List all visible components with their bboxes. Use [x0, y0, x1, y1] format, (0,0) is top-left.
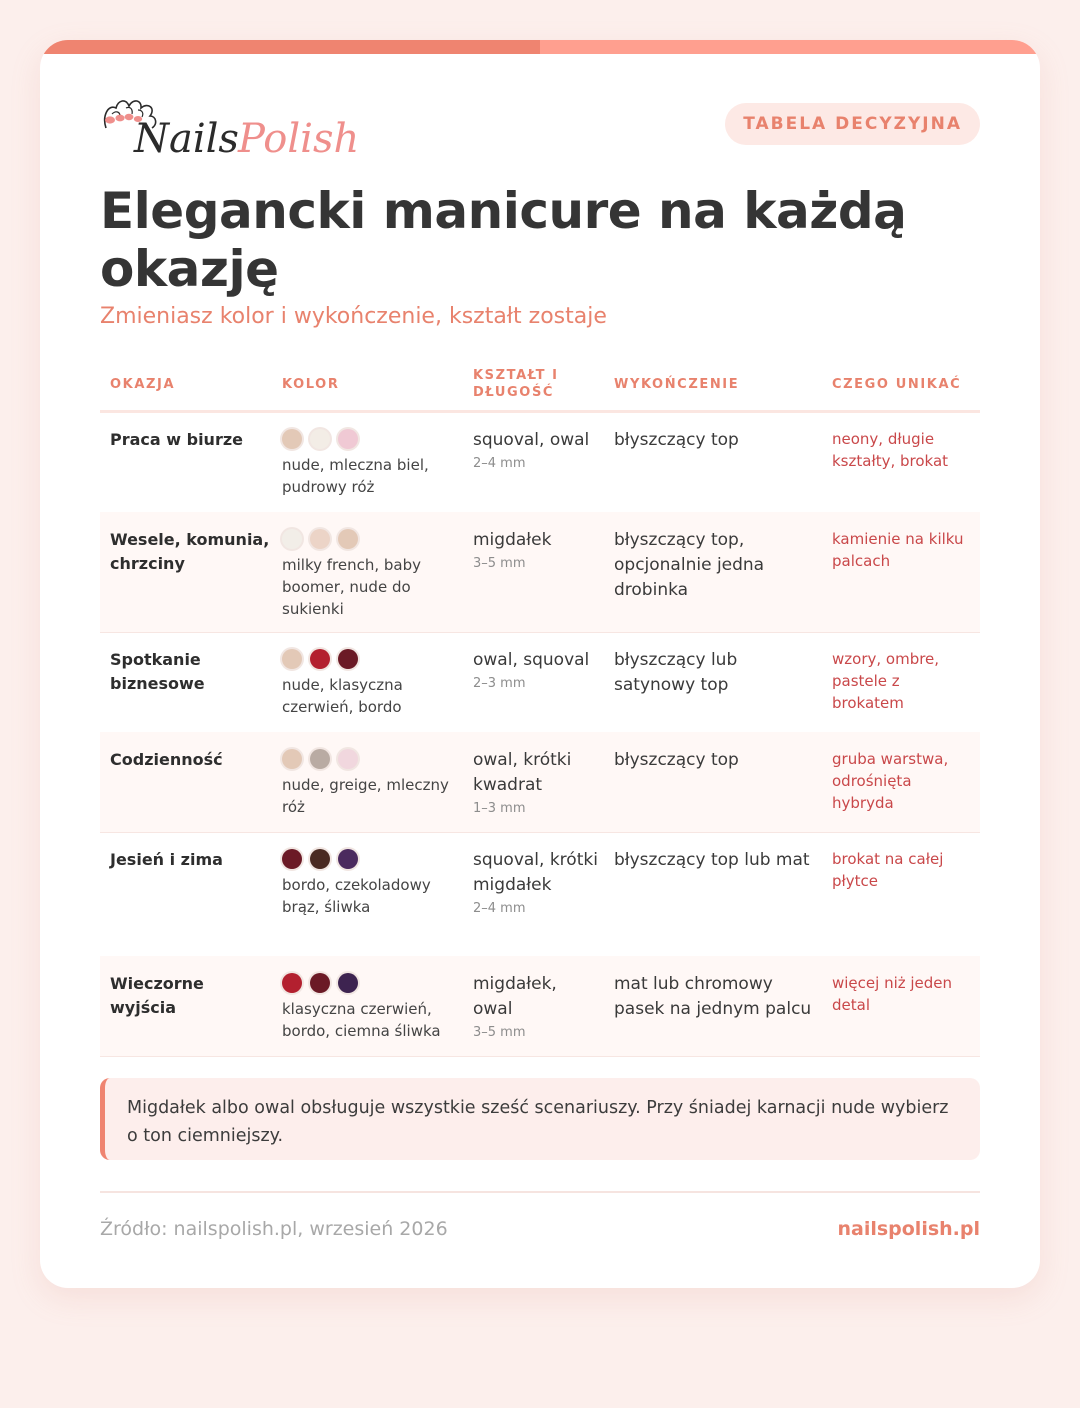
color-names: bordo, czekoladowy brąz, śliwka	[282, 876, 431, 916]
color-cell	[282, 748, 450, 818]
finish-cell: błyszczący top lub mat	[614, 850, 810, 870]
logo-text-polish: Polish	[238, 116, 360, 162]
avoid-cell: więcej niż jeden detal	[832, 974, 953, 1014]
occasion-cell: Wesele, komunia, chrzciny	[110, 530, 270, 573]
column-header-occasion: OKAZJA	[110, 376, 176, 392]
shape-cell	[473, 428, 601, 471]
shape-cell	[473, 528, 601, 571]
color-swatch	[338, 429, 358, 449]
occasion-cell: Codzienność	[110, 750, 223, 769]
occasion-cell: Praca w biurze	[110, 430, 243, 449]
table-row	[100, 832, 980, 957]
color-swatch	[282, 973, 302, 993]
column-header-avoid: CZEGO UNIKAĆ	[832, 376, 962, 392]
color-swatch	[282, 529, 302, 549]
finish-cell: błyszczący top	[614, 430, 739, 450]
color-names: milky french, baby boomer, nude do sukienki	[282, 556, 421, 618]
column-header-color: KOLOR	[282, 376, 340, 392]
finish-cell: mat lub chromowy pasek na jednym palcu	[614, 974, 812, 1019]
logo-graphic	[98, 90, 398, 162]
nail-length: 3–5 mm	[473, 556, 526, 571]
color-swatches	[282, 749, 450, 769]
shape-names: squoval, owal	[473, 430, 590, 450]
color-swatches	[282, 529, 450, 549]
table-row	[100, 632, 980, 733]
table-header	[100, 358, 980, 413]
color-swatch	[282, 849, 302, 869]
shape-names: squoval, krótki migdałek	[473, 850, 598, 895]
color-swatches	[282, 973, 450, 993]
page-subtitle: Zmieniasz kolor i wykończenie, kształt zostaje	[100, 304, 607, 329]
finish-cell: błyszczący top	[614, 750, 739, 770]
table-row	[100, 412, 980, 513]
page-title: Elegancki manicure na każdą okazję	[100, 182, 907, 298]
occasion-cell: Wieczorne wyjścia	[110, 974, 204, 1017]
nail-length: 3–5 mm	[473, 1025, 526, 1040]
color-swatch	[282, 649, 302, 669]
tip-note: Migdałek albo owal obsługuje wszystkie sześć scenariuszy. Przy śniadej karnacji nude wybierz o ton ciemniejszy.	[100, 1078, 980, 1160]
color-swatch	[310, 649, 330, 669]
footer-divider	[100, 1191, 980, 1193]
shape-names: migdałek	[473, 530, 552, 550]
color-swatch	[282, 429, 302, 449]
color-names: klasyczna czerwień, bordo, ciemna śliwka	[282, 1000, 441, 1040]
color-swatch	[310, 529, 330, 549]
category-badge: TABELA DECYZYJNA	[725, 103, 980, 145]
color-swatch	[310, 849, 330, 869]
table-row	[100, 512, 980, 633]
color-names: nude, klasyczna czerwień, bordo	[282, 676, 403, 716]
color-swatches	[282, 649, 450, 669]
shape-names: migdałek, owal	[473, 974, 557, 1019]
shape-cell	[473, 972, 601, 1040]
column-header-finish: WYKOŃCZENIE	[614, 376, 740, 392]
shape-cell	[473, 648, 601, 691]
color-swatches	[282, 429, 450, 449]
nail-length: 2–3 mm	[473, 676, 526, 691]
avoid-cell: gruba warstwa, odrośnięta hybryda	[832, 750, 949, 812]
shape-names: owal, squoval	[473, 650, 590, 670]
accent-bar-left	[40, 40, 540, 54]
occasion-cell: Spotkanie biznesowe	[110, 650, 205, 693]
color-swatch	[338, 973, 358, 993]
avoid-cell: wzory, ombre, pastele z brokatem	[832, 650, 940, 712]
color-names: nude, mleczna biel, pudrowy róż	[282, 456, 429, 496]
logo-text-nails: Nails	[134, 116, 239, 162]
nailspolish-logo	[98, 90, 398, 162]
nail-length: 2–4 mm	[473, 901, 526, 916]
occasion-cell: Jesień i zima	[110, 850, 223, 869]
color-cell	[282, 528, 450, 620]
color-cell	[282, 972, 450, 1042]
color-swatch	[310, 749, 330, 769]
shape-cell	[473, 848, 601, 916]
color-cell	[282, 428, 450, 498]
color-swatch	[310, 429, 330, 449]
table-row	[100, 956, 980, 1057]
color-swatches	[282, 849, 450, 869]
color-swatch	[338, 749, 358, 769]
nail-length: 2–4 mm	[473, 456, 526, 471]
finish-cell: błyszczący top, opcjonalnie jedna drobinka	[614, 530, 765, 600]
decision-table-card	[40, 40, 1040, 1288]
nail-length: 1–3 mm	[473, 801, 526, 816]
finish-cell: błyszczący lub satynowy top	[614, 650, 738, 695]
shape-names: owal, krótki kwadrat	[473, 750, 572, 795]
accent-bar-right	[540, 40, 1040, 54]
color-names: nude, greige, mleczny róż	[282, 776, 449, 816]
color-swatch	[282, 749, 302, 769]
color-cell	[282, 848, 450, 918]
color-swatch	[338, 849, 358, 869]
table-row	[100, 732, 980, 833]
shape-cell	[473, 748, 601, 816]
color-swatch	[310, 973, 330, 993]
color-swatch	[338, 529, 358, 549]
avoid-cell: kamienie na kilku palcach	[832, 530, 964, 570]
color-swatch	[338, 649, 358, 669]
avoid-cell: brokat na całej płytce	[832, 850, 944, 890]
accent-top-bar	[40, 40, 1040, 54]
site-link[interactable]: nailspolish.pl	[837, 1218, 980, 1240]
color-cell	[282, 648, 450, 718]
column-header-shape: KSZTAŁT I DŁUGOŚĆ	[473, 368, 559, 400]
avoid-cell: neony, długie kształty, brokat	[832, 430, 949, 470]
source-credit: Źródło: nailspolish.pl, wrzesień 2026	[100, 1218, 448, 1240]
